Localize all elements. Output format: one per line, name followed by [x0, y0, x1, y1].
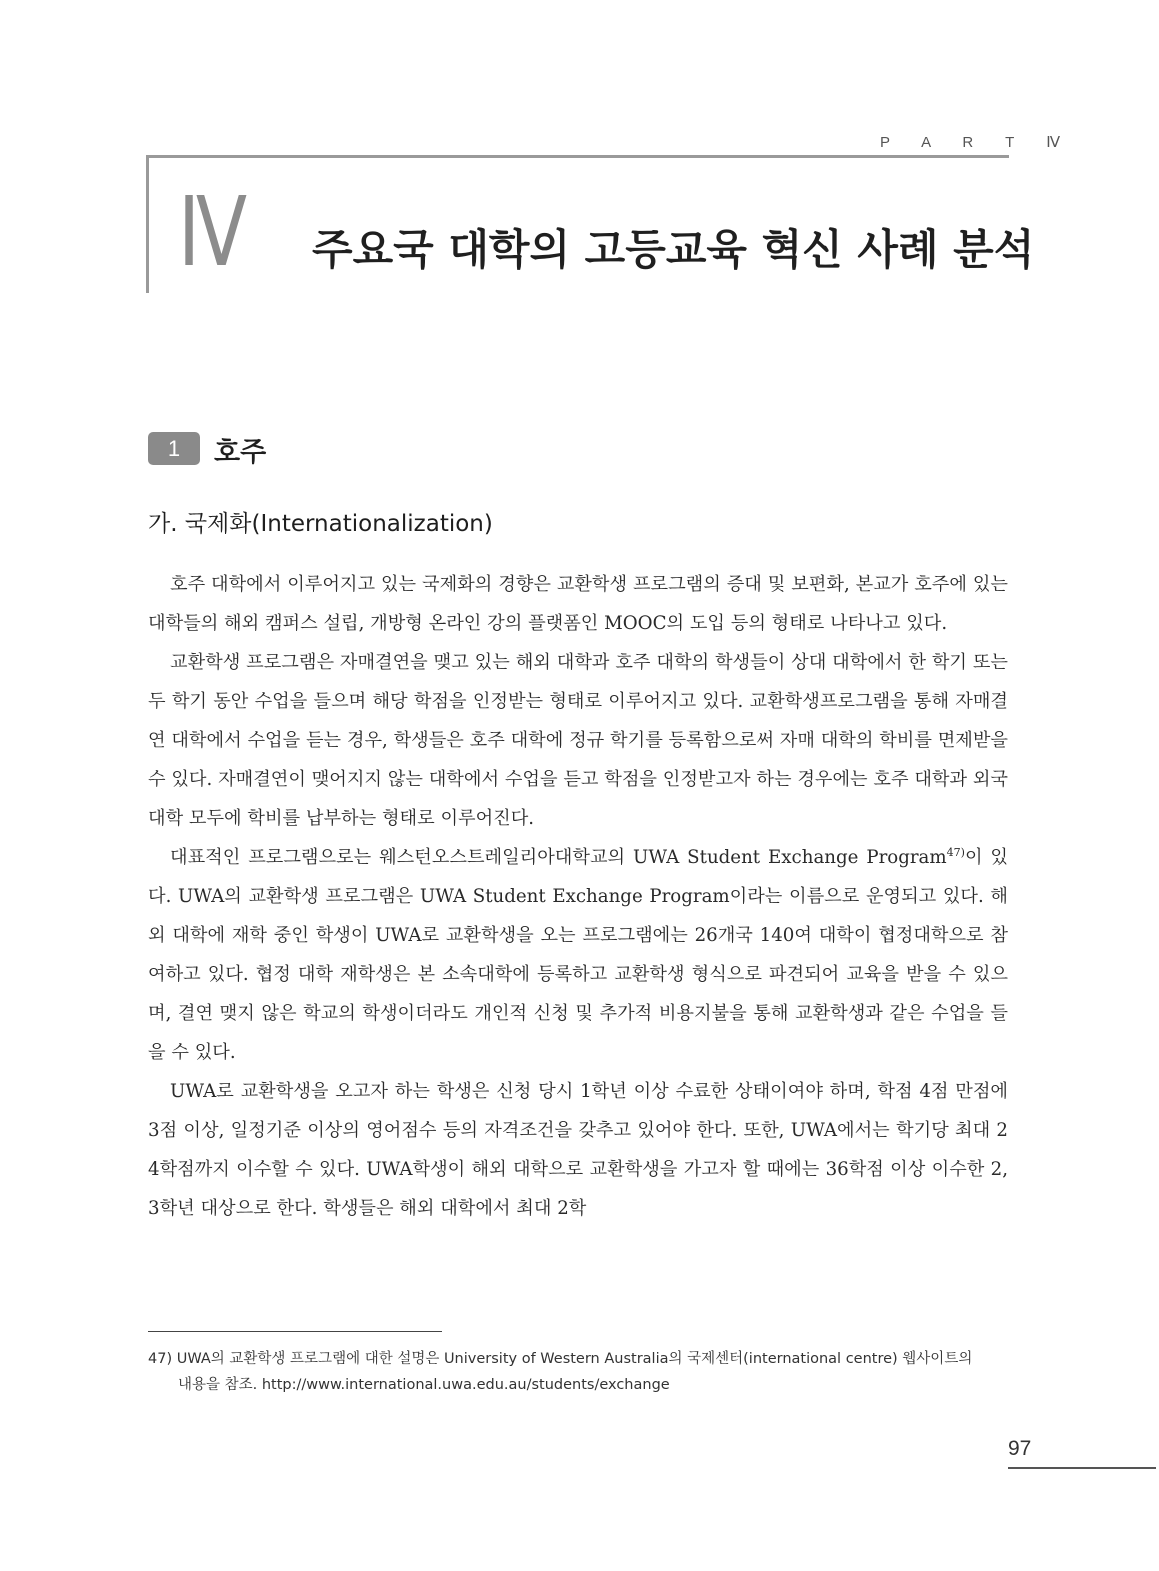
chapter-frame-left-rule	[146, 155, 149, 293]
paragraph: UWA로 교환학생을 오고자 하는 학생은 신청 당시 1학년 이상 수료한 상태이여야 하며, 학점 4점 만점에 3점 이상, 일정기준 이상의 영어점수 등의 자격조건을 갖추고 있어야 한다. 또한, UWA에서는 학기당 최대 24학점까지 이수할 수 있다. UWA학생이 해외 대학으로 교환학생을 가고자 할 때에는 36학점 이상 이수한 2, 3학년 대상으로 한다. 학생들은 해외 대학에서 최대 2학	[148, 1081, 1008, 1219]
paragraph-text: 대표적인 프로그램으로는 웨스턴오스트레일리아대학교의 UWA Student Exchange Program	[170, 847, 947, 868]
chapter-numeral: Ⅳ	[178, 179, 248, 286]
page-number-rule	[1008, 1467, 1156, 1469]
section-title: 호주	[214, 437, 267, 468]
body-text	[148, 565, 1008, 1228]
section-number-badge: 1	[148, 432, 200, 465]
paragraph-text: 이 있다. UWA의 교환학생 프로그램은 UWA Student Exchange Program이라는 이름으로 운영되고 있다. 해외 대학에 재학 중인 학생이 UWA로 교환학생을 오는 프로그램에는 26개국 140여 대학이 협정대학으로 참여하고 있다. 협정 대학 재학생은 본 소속대학에 등록하고 교환학생 형식으로 파견되어 교육을 받을 수 있으며, 결연 맺지 않은 학교의 학생이더라도 개인적 신청 및 추가적 비용지불을 통해 교환학생과 같은 수업을 들을 수 있다.	[148, 847, 1008, 1063]
footnote-line: 47) UWA의 교환학생 프로그램에 대한 설명은 University of Western Australia의 국제센터(international centre) 웹사이트의	[148, 1351, 973, 1367]
footnote-line: 내용을 참조. http://www.international.uwa.edu.au/students/exchange	[178, 1377, 670, 1393]
subsection-title: 가. 국제화(Internationalization)	[148, 511, 493, 537]
footnote	[148, 1346, 1018, 1398]
paragraph: 교환학생 프로그램은 자매결연을 맺고 있는 해외 대학과 호주 대학의 학생들이 상대 대학에서 한 학기 또는 두 학기 동안 수업을 들으며 해당 학점을 인정받는 형태로 이루어지고 있다. 교환학생프로그램을 통해 자매결연 대학에서 수업을 듣는 경우, 학생들은 호주 대학에 정규 학기를 등록함으로써 자매 대학의 학비를 면제받을 수 있다. 자매결연이 맺어지지 않는 대학에서 수업을 듣고 학점을 인정받고자 하는 경우에는 호주 대학과 외국 대학 모두에 학비를 납부하는 형태로 이루어진다.	[148, 652, 1008, 829]
footnote-reference[interactable]: 47)	[946, 846, 965, 859]
part-label: P A R T Ⅳ	[880, 134, 1075, 151]
paragraph: 호주 대학에서 이루어지고 있는 국제화의 경향은 교환학생 프로그램의 증대 및 보편화, 본교가 호주에 있는 대학들의 해외 캠퍼스 설립, 개방형 온라인 강의 플랫폼인 MOOC의 도입 등의 형태로 나타나고 있다.	[148, 574, 1008, 634]
chapter-title: 주요국 대학의 고등교육 혁신 사례 분석	[312, 225, 1035, 274]
footnote-separator	[148, 1331, 442, 1332]
chapter-frame-top-rule	[146, 155, 1009, 158]
paragraph	[148, 838, 1008, 1072]
page-number: 97	[1008, 1437, 1032, 1460]
